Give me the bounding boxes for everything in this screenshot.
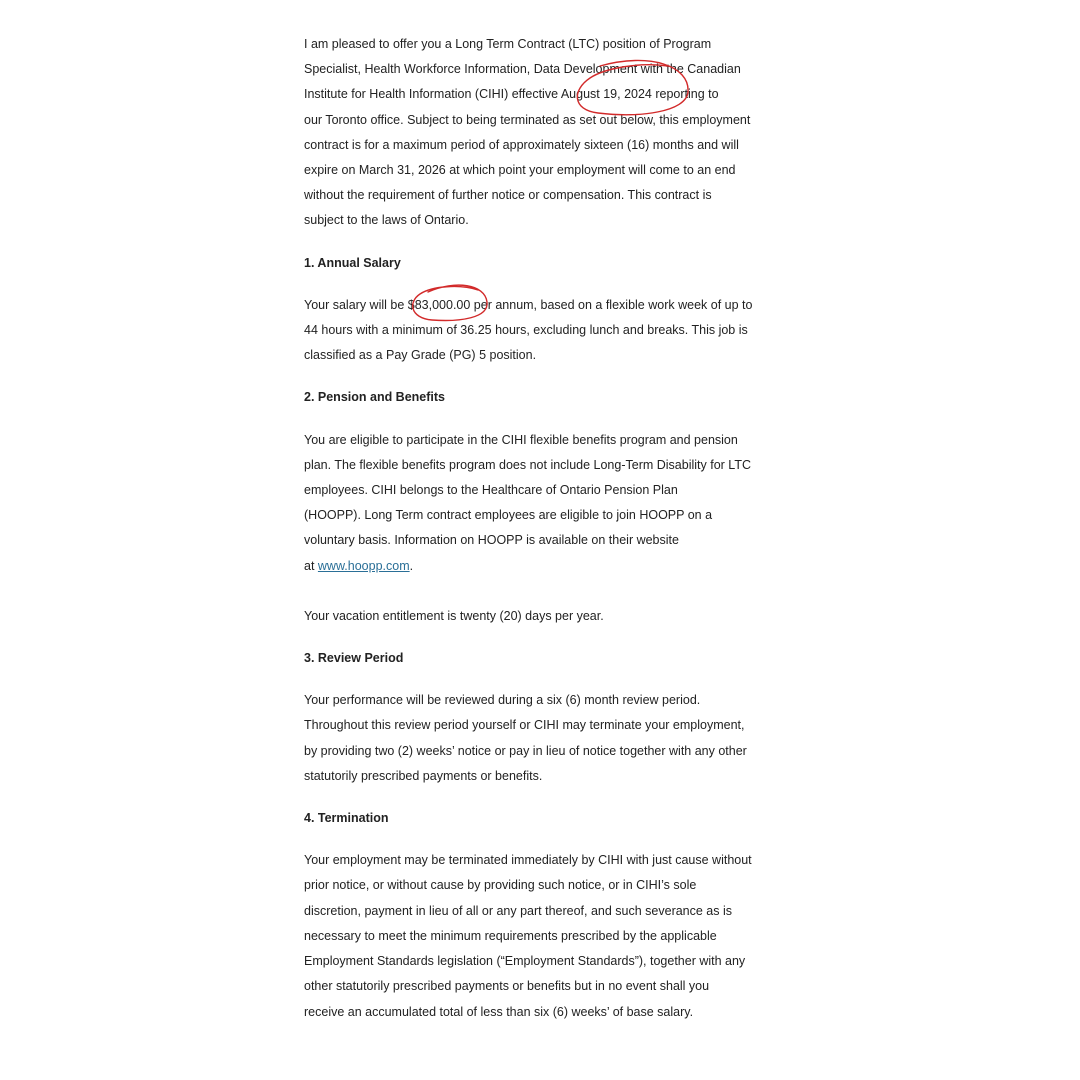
text-line: Your performance will be reviewed during a six (6) month review period.	[304, 693, 701, 708]
hoopp-website-link[interactable]: www.hoopp.com	[317, 558, 410, 573]
text-line	[304, 554, 804, 579]
text-line: receive an accumulated total of less than six (6) weeks’ of base salary.	[304, 1004, 694, 1019]
offer-letter-body	[304, 32, 804, 1025]
text-line: subject to the laws of Ontario.	[304, 213, 469, 228]
text-line: Your vacation entitlement is twenty (20) days per year.	[304, 608, 604, 623]
text-line: statutorily prescribed payments or benefits.	[304, 768, 543, 783]
text-line: Your employment may be terminated immediately by CIHI with just cause without	[304, 853, 752, 868]
section-heading-review: 3. Review Period	[304, 651, 404, 666]
text-segment: Institute for Health Information (CIHI) effective	[304, 87, 561, 102]
text-segment: reporting to	[651, 87, 719, 102]
text-line: Employment Standards legislation (“Employment Standards”), together with any	[304, 954, 746, 969]
text-line: without the requirement of further notice or compensation. This contract is	[304, 188, 712, 203]
text-line: employees. CIHI belongs to the Healthcare of Ontario Pension Plan	[304, 483, 678, 498]
review-paragraph	[304, 688, 804, 789]
text-line: Throughout this review period yourself or CIHI may terminate your employment,	[304, 718, 745, 733]
intro-paragraph	[304, 32, 804, 234]
text-line: 44 hours with a minimum of 36.25 hours, excluding lunch and breaks. This job is	[304, 323, 748, 338]
salary-paragraph	[304, 293, 804, 369]
text-line: classified as a Pay Grade (PG) 5 position.	[304, 348, 537, 363]
text-line: expire on March 31, 2026 at which point your employment will come to an end	[304, 163, 736, 178]
text-line: prior notice, or without cause by providing such notice, or in CIHI’s sole	[304, 878, 697, 893]
text-line: our Toronto office. Subject to being terminated as set out below, this employment	[304, 112, 751, 127]
vacation-paragraph	[304, 604, 804, 629]
effective-date: August 19, 2024	[560, 87, 652, 102]
text-line: by providing two (2) weeks’ notice or pay in lieu of notice together with any other	[304, 743, 747, 758]
salary-amount: $83,000.00	[407, 297, 471, 312]
text-segment: Your salary will be	[304, 297, 408, 312]
text-line: voluntary basis. Information on HOOPP is available on their website	[304, 533, 679, 548]
text-line: You are eligible to participate in the CIHI flexible benefits program and pension	[304, 432, 738, 447]
text-line: Specialist, Health Workforce Information, Data Development with the Canadian	[304, 62, 741, 77]
text-line: other statutorily prescribed payments or benefits but in no event shall you	[304, 979, 710, 994]
section-heading-salary: 1. Annual Salary	[304, 255, 401, 270]
text-line: (HOOPP). Long Term contract employees are eligible to join HOOPP on a	[304, 508, 713, 523]
text-line: necessary to meet the minimum requirements prescribed by the applicable	[304, 928, 717, 943]
text-segment: .	[409, 558, 414, 573]
text-line: plan. The flexible benefits program does not include Long-Term Disability for LTC	[304, 457, 751, 472]
text-segment: per annum, based on a flexible work week of up to	[470, 297, 753, 312]
text-line: discretion, payment in lieu of all or any part thereof, and such severance as is	[304, 903, 733, 918]
text-line	[304, 82, 804, 107]
text-line: I am pleased to offer you a Long Term Contract (LTC) position of Program	[304, 37, 712, 51]
text-line: contract is for a maximum period of approximately sixteen (16) months and will	[304, 137, 739, 152]
text-segment: at	[304, 558, 318, 573]
termination-paragraph	[304, 848, 804, 1024]
text-line	[304, 293, 804, 318]
section-heading-pension: 2. Pension and Benefits	[304, 390, 446, 405]
section-heading-termination: 4. Termination	[304, 811, 389, 826]
pension-paragraph	[304, 428, 804, 579]
